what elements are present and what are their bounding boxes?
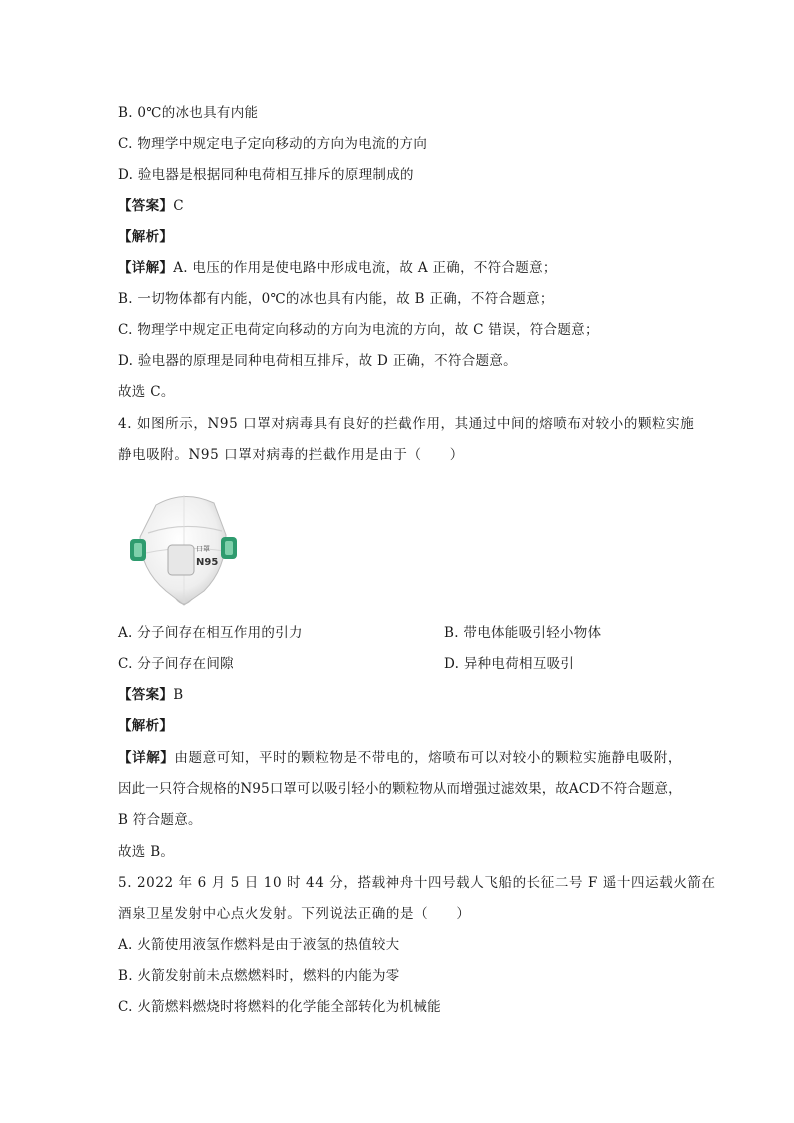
q4-answer xyxy=(118,686,183,704)
q3-detail-d: D. 验电器的原理是同种电荷相互排斥，故 D 正确，不符合题意。 xyxy=(118,353,517,369)
mask-n95-text: N95 xyxy=(196,557,219,568)
q3-option-c: C. 物理学中规定电子定向移动的方向为电流的方向 xyxy=(118,136,428,152)
q3-detail-c: C. 物理学中规定正电荷定向移动的方向为电流的方向，故 C 错误，符合题意； xyxy=(118,322,599,338)
q3-detail-b: B. 一切物体都有内能，0℃的冰也具有内能，故 B 正确，不符合题意； xyxy=(118,291,554,307)
q5-option-a: A. 火箭使用液氢作燃料是由于液氢的热值较大 xyxy=(118,937,400,953)
detail-tag: 【详解】 xyxy=(118,750,175,766)
q4-option-a: A. 分子间存在相互作用的引力 xyxy=(118,625,303,641)
q3-option-d: D. 验电器是根据同种电荷相互排斥的原理制成的 xyxy=(118,167,414,183)
q4-stem-line2: 静电吸附。N95 口罩对病毒的拦截作用是由于（ ） xyxy=(118,447,464,463)
n95-mask-image xyxy=(126,487,242,611)
q5-stem-line2: 酒泉卫星发射中心点火发射。下列说法正确的是（ ） xyxy=(118,906,471,922)
mask-brand-text: 口罩 xyxy=(196,545,210,553)
detail-text: A. 电压的作用是使电路中形成电流，故 A 正确，不符合题意； xyxy=(173,260,557,276)
q4-option-c: C. 分子间存在间隙 xyxy=(118,656,234,672)
q3-option-b: B. 0℃的冰也具有内能 xyxy=(118,105,259,121)
q4-detail-line2: 因此一只符合规格的N95口罩可以吸引轻小的颗粒物从而增强过滤效果，故ACD不符合题意， xyxy=(118,781,682,797)
q5-stem-line1: 5. 2022 年 6 月 5 日 10 时 44 分，搭载神舟十四号载人飞船的长征二号 F 遥十四运载火箭在 xyxy=(118,875,716,891)
q5-option-b: B. 火箭发射前未点燃燃料时，燃料的内能为零 xyxy=(118,968,400,984)
q5-option-c: C. 火箭燃料燃烧时将燃料的化学能全部转化为机械能 xyxy=(118,999,441,1015)
q4-conclusion: 故选 B。 xyxy=(118,844,175,860)
detail-text: 由题意可知，平时的颗粒物是不带电的，熔喷布可以对较小的颗粒实施静电吸附， xyxy=(174,750,683,766)
q3-answer xyxy=(118,197,184,215)
answer-tag: 【答案】 xyxy=(118,687,174,703)
q4-option-b: B. 带电体能吸引轻小物体 xyxy=(444,625,602,641)
q4-detail-line1 xyxy=(118,749,682,767)
answer-value: C xyxy=(173,198,184,214)
q4-stem-line1: 4. 如图所示，N95 口罩对病毒具有良好的拦截作用，其通过中间的熔喷布对较小的颗粒实施 xyxy=(118,416,695,432)
q4-analysis-tag: 【解析】 xyxy=(118,718,174,734)
q3-detail-a xyxy=(118,259,557,277)
q4-detail-line3: B 符合题意。 xyxy=(118,812,202,828)
detail-tag: 【详解】 xyxy=(118,260,174,276)
answer-tag: 【答案】 xyxy=(118,198,174,214)
q3-analysis-tag: 【解析】 xyxy=(118,229,174,245)
q3-conclusion: 故选 C。 xyxy=(118,384,175,400)
q4-option-d: D. 异种电荷相互吸引 xyxy=(444,656,575,672)
answer-value: B xyxy=(173,687,184,703)
